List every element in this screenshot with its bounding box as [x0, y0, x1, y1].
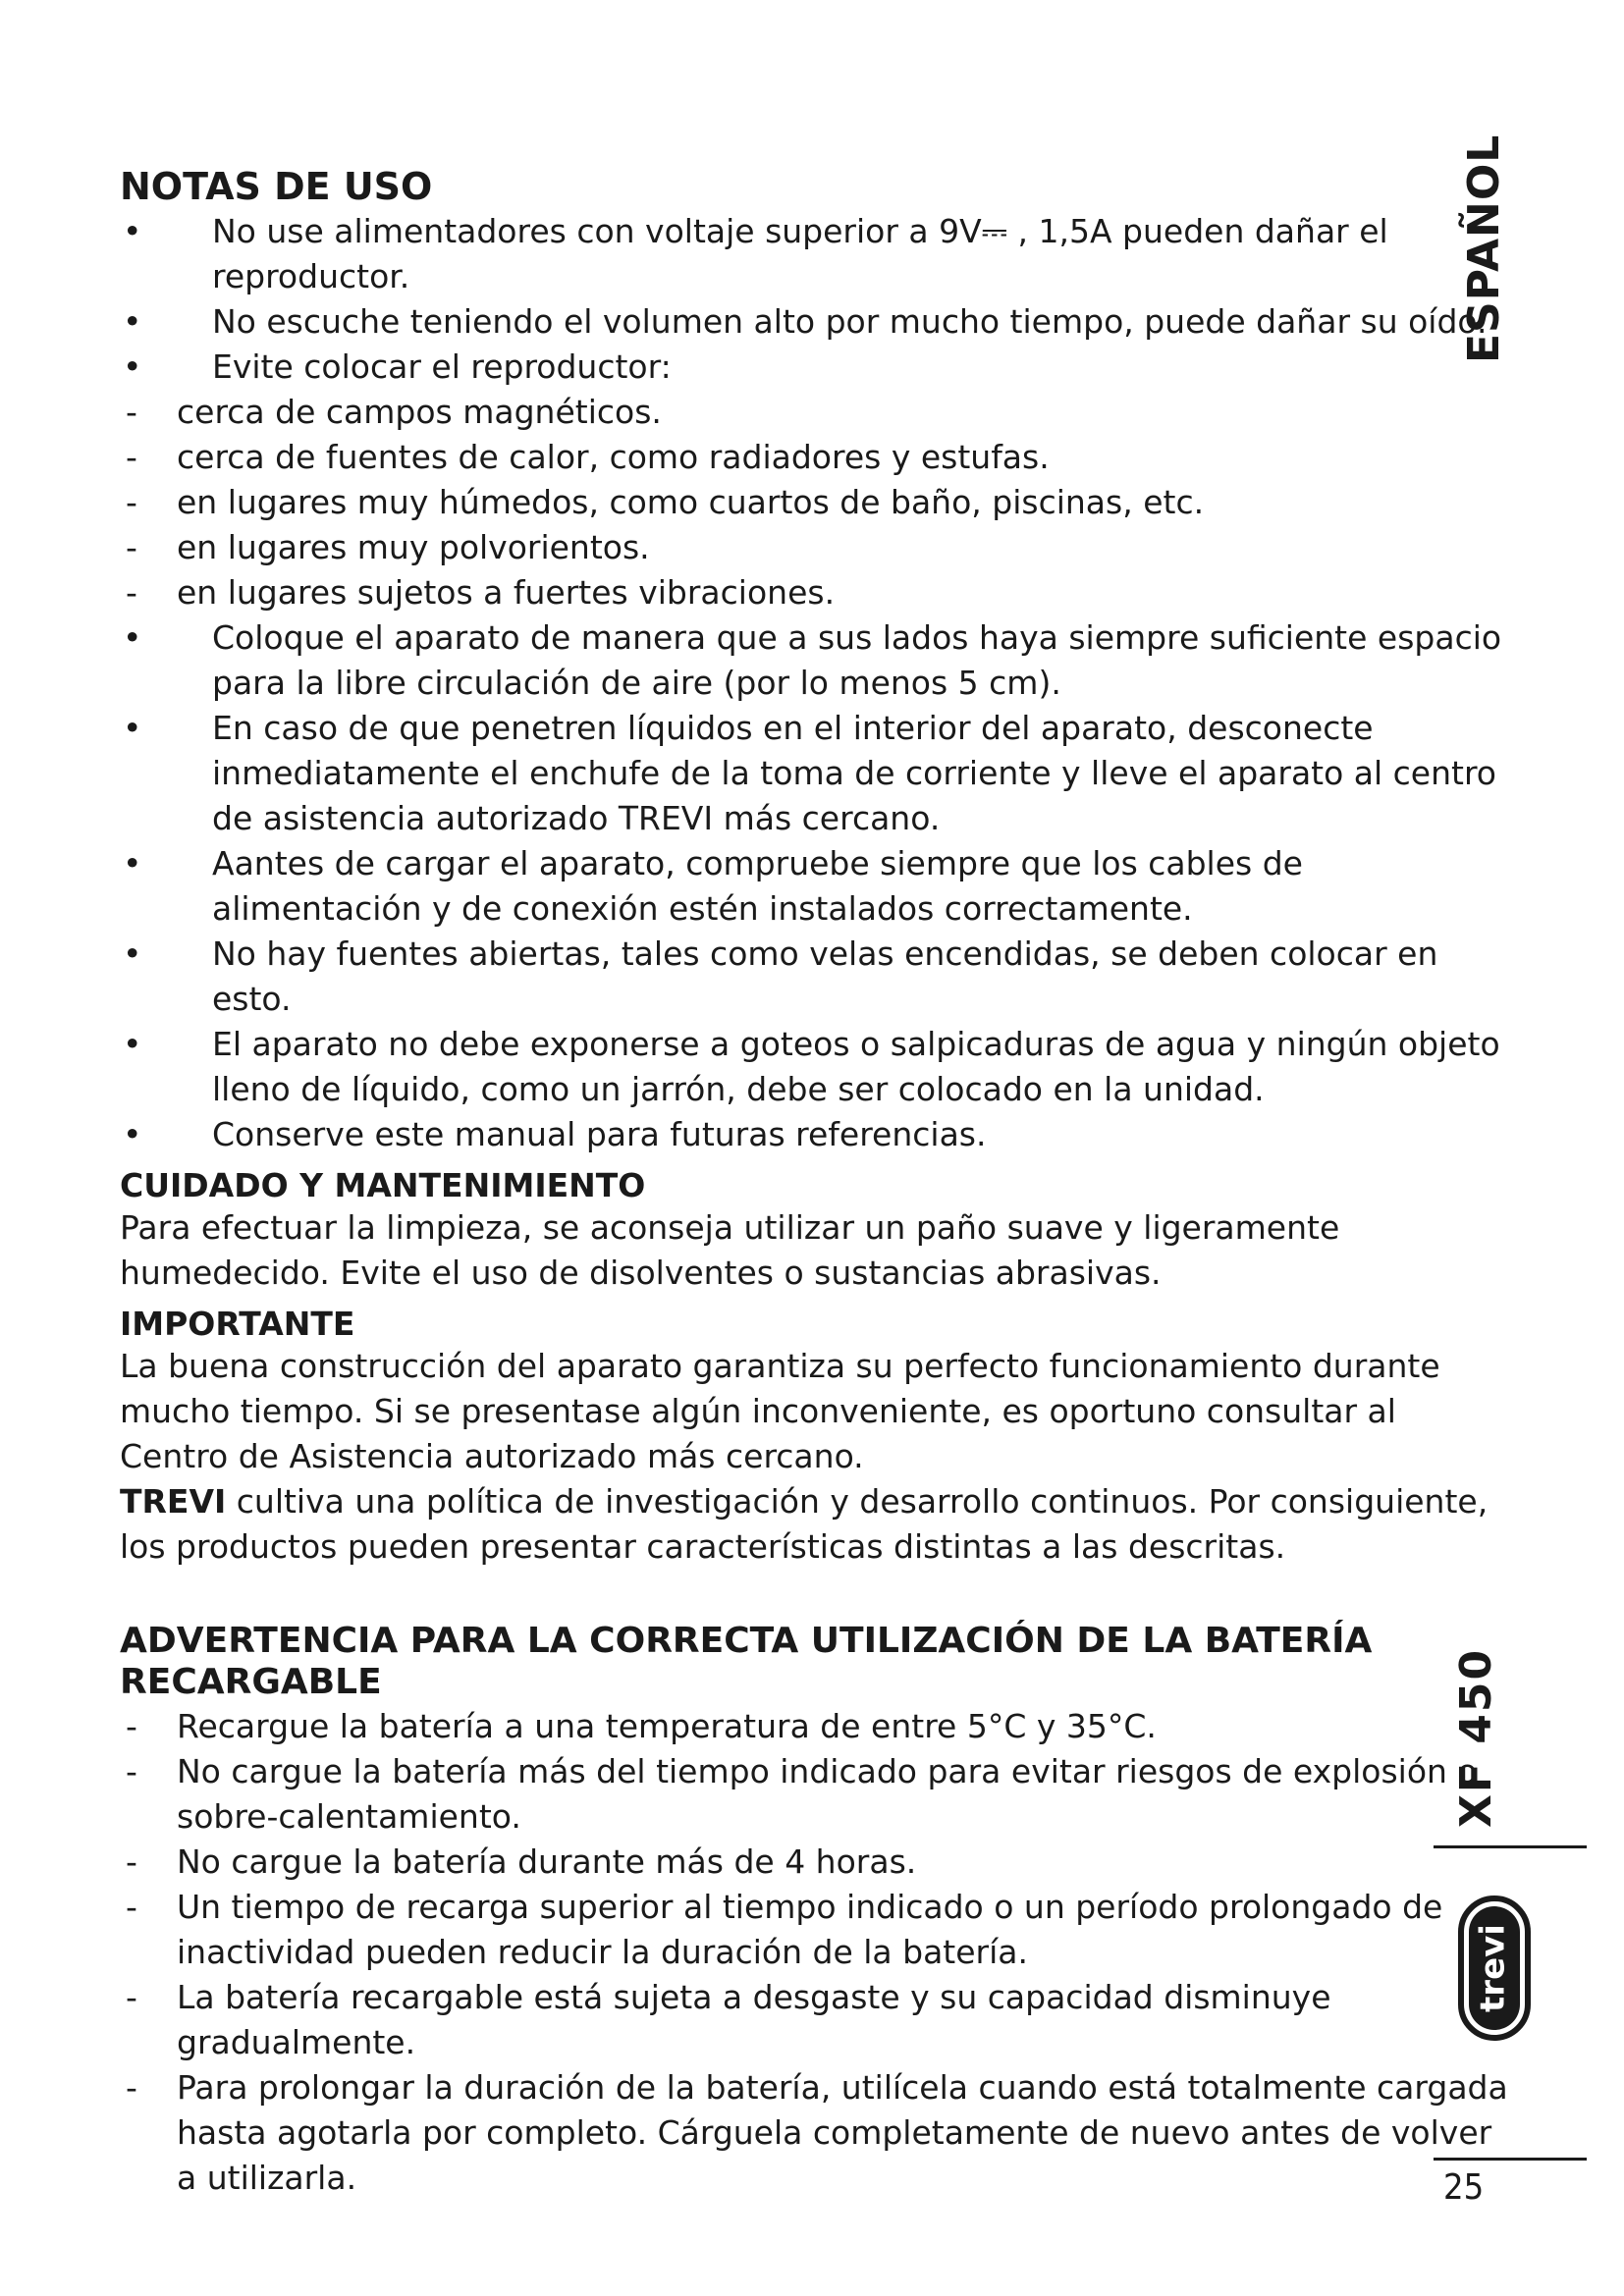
- cuidado-text: Para efectuar la limpieza, se aconseja utilizar un paño suave y ligeramente humedecido. Evite el uso de disolventes o sustancias abrasivas.: [120, 1207, 1340, 1292]
- list-item: - en lugares sujetos a fuertes vibraciones.: [120, 570, 1514, 615]
- notas-title: NOTAS DE USO: [120, 165, 433, 208]
- list-item: - Para prolongar la duración de la batería, utilícela cuando está totalmente cargada hasta agotarla por completo. Cárguela completamente de nuevo antes de volver a utilizarla.: [120, 2065, 1514, 2201]
- side-divider: [1434, 1845, 1587, 1848]
- advertencia-list: [120, 1704, 1514, 2201]
- trevi-logo-icon: [1455, 1895, 1534, 2042]
- list-item: • Coloque el aparato de manera que a sus lados haya siempre suficiente espacio para la libre circulación de aire (por lo menos 5 cm).: [120, 615, 1514, 706]
- list-item: - cerca de campos magnéticos.: [120, 390, 1514, 435]
- list-item: - No cargue la batería más del tiempo indicado para evitar riesgos de explosión o sobre-calentamiento.: [120, 1749, 1514, 1840]
- importante-text: La buena construcción del aparato garantiza su perfecto funcionamiento durante mucho tiempo. Si se presentase algún inconveniente, es oportuno consultar al Centro de Asistencia autorizado más cercano.: [120, 1346, 1440, 1475]
- brand-policy-text: cultiva una política de investigación y desarrollo continuos. Por consiguiente, los productos pueden presentar características distintas a las descritas.: [120, 1481, 1489, 1566]
- list-item: - No cargue la batería durante más de 4 horas.: [120, 1840, 1514, 1885]
- list-item: • El aparato no debe exponerse a goteos o salpicaduras de agua y ningún objeto lleno de líquido, como un jarrón, debe ser colocado en la unidad.: [120, 1022, 1514, 1112]
- list-item: - en lugares muy húmedos, como cuartos de baño, piscinas, etc.: [120, 480, 1514, 525]
- list-item: - cerca de fuentes de calor, como radiadores y estufas.: [120, 435, 1514, 480]
- list-item: • Evite colocar el reproductor:: [120, 345, 1514, 390]
- list-item: - Un tiempo de recarga superior al tiempo indicado o un período prolongado de inactividad pueden reducir la duración de la batería.: [120, 1885, 1514, 1975]
- list-item: - La batería recargable está sujeta a desgaste y su capacidad disminuye gradualmente.: [120, 1975, 1514, 2065]
- list-item: • No escuche teniendo el volumen alto por mucho tiempo, puede dañar su oído.: [120, 299, 1514, 345]
- list-item: • Conserve este manual para futuras referencias.: [120, 1112, 1514, 1157]
- brand-name: TREVI: [120, 1481, 227, 1521]
- list-item: • En caso de que penetren líquidos en el interior del aparato, desconecte inmediatamente el enchufe de la toma de corriente y lleve el aparato al centro de asistencia autorizado TREVI más cercano.: [120, 706, 1514, 841]
- list-item: - en lugares muy polvorientos.: [120, 525, 1514, 570]
- cuidado-title: CUIDADO Y MANTENIMIENTO: [120, 1165, 646, 1204]
- list-item: • No use alimentadores con voltaje superior a 9V⎓ , 1,5A pueden dañar el reproductor.: [120, 209, 1514, 299]
- svg-text:trevi: trevi: [1473, 1924, 1513, 2012]
- list-item: - Recargue la batería a una temperatura de entre 5°C y 35°C.: [120, 1704, 1514, 1749]
- trevi-policy: [120, 1479, 1514, 1570]
- importante-title: IMPORTANTE: [120, 1304, 355, 1343]
- page-number: 25: [1443, 2167, 1485, 2208]
- language-tab: ESPAÑOL: [1459, 133, 1509, 363]
- advertencia-title: ADVERTENCIA PARA LA CORRECTA UTILIZACIÓN DE LA BATERÍA RECARGABLE: [120, 1620, 1373, 1703]
- list-item: • No hay fuentes abiertas, tales como velas encendidas, se deben colocar en esto.: [120, 932, 1514, 1022]
- model-label: XF 450: [1451, 1647, 1501, 1828]
- notas-list: [120, 209, 1514, 1157]
- page-number-rule: [1434, 2158, 1587, 2161]
- page-content: [120, 165, 1514, 2201]
- list-item: • Aantes de cargar el aparato, compruebe siempre que los cables de alimentación y de conexión estén instalados correctamente.: [120, 841, 1514, 932]
